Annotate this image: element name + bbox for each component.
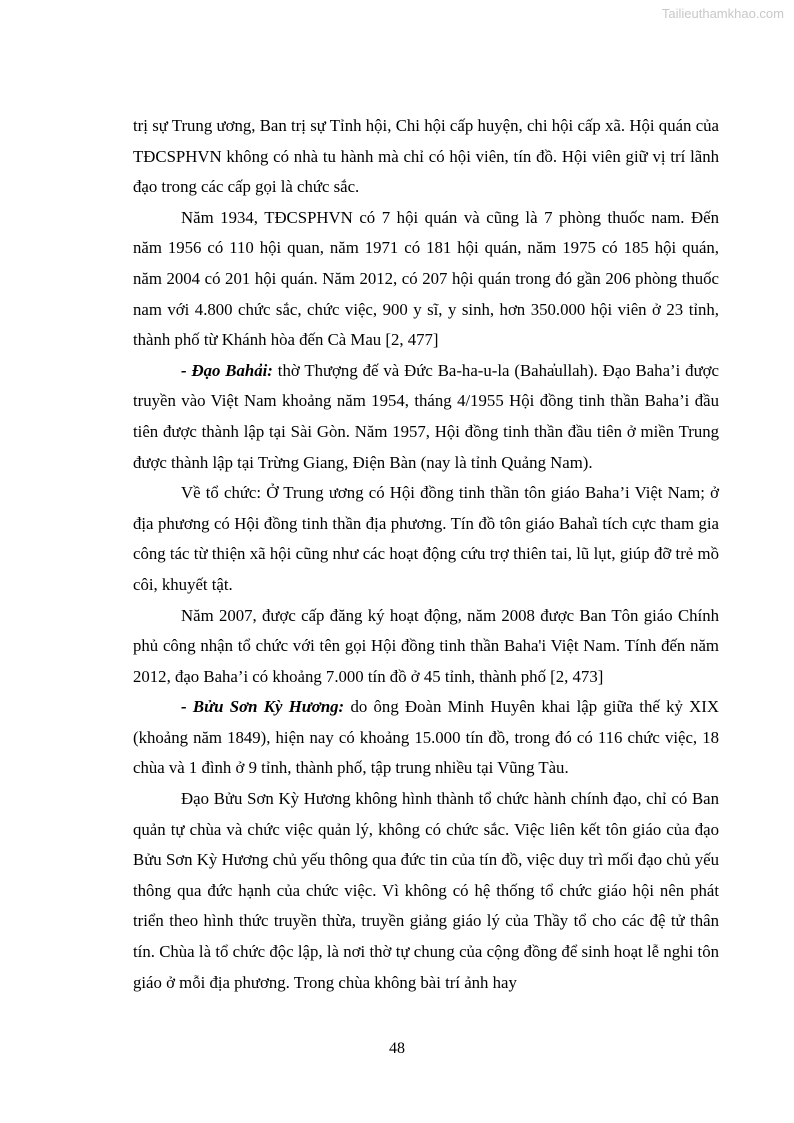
- document-body: [133, 111, 719, 998]
- paragraph-7: Đạo Bửu Sơn Kỳ Hương không hình thành tổ chức hành chính đạo, chỉ có Ban quản tự chùa và chức việc quản lý, không có chức sắc. Việc liên kết tôn giáo của đạo Bửu Sơn Kỳ Hương chủ yếu thông qua đức tin của tín đồ, việc duy trì mối đạo chủ yếu thông qua đức hạnh của chức việc. Vì không có hệ thống tổ chức giáo hội nên phát triển theo hình thức truyền thừa, truyền giảng giáo lý của Thầy tổ cho các đệ tử thân tín. Chùa là tổ chức độc lập, là nơi thờ tự chung của cộng đồng để sinh hoạt lễ nghi tôn giáo ở mỗi địa phương. Trong chùa không bài trí ảnh hay: [133, 789, 719, 992]
- paragraph-1: trị sự Trung ương, Ban trị sự Tỉnh hội, Chi hội cấp huyện, chi hội cấp xã. Hội quán của TĐCSPHVN không có nhà tu hành mà chỉ có hội viên, tín đồ. Hội viên giữ vị trí lãnh đạo trong các cấp gọi là chức sắc.: [133, 116, 719, 197]
- paragraph-2: Năm 1934, TĐCSPHVN có 7 hội quán và cũng là 7 phòng thuốc nam. Đến năm 1956 có 110 hội quan, năm 1971 có 181 hội quán, năm 1975 có 185 hội quán, năm 2004 có 201 hội quán. Năm 2012, có 207 hội quán trong đó gần 206 phòng thuốc nam với 4.800 chức sắc, chức việc, 900 y sĩ, y sinh, hơn 350.000 hội viên ở 23 tỉnh, thành phố từ Khánh hòa đến Cà Mau [2, 477]: [133, 207, 719, 350]
- paragraph-6-text: do ông Đoàn Minh Huyên khai lập giữa thế kỷ XIX (khoảng năm 1849), hiện nay có khoảng 15.000 tín đồ, trong đó có 116 chức việc, 18 chùa và 1 đình ở 9 tỉnh, thành phố, tập trung nhiều tại Vũng Tàu.: [133, 697, 720, 778]
- paragraph-3-text: thờ Thượng đế và Đức Ba-ha-u-la (Baha̓ullah). Đạo Baha’i được truyền vào Việt Nam khoảng năm 1954, tháng 4/1955 Hội đồng tinh thần Baha’i đầu tiên được thành lập tại Sài Gòn. Năm 1957, Hội đồng tinh thần đầu tiên ở miền Trung được thành lập tại Trừng Giang, Điện Bàn (nay là tỉnh Quảng Nam).: [133, 360, 719, 472]
- paragraph-3: [133, 356, 719, 478]
- term-bahai: - Đạo Baha̓i:: [181, 360, 273, 380]
- paragraph-4: Về tổ chức: Ở Trung ương có Hội đồng tinh thần tôn giáo Baha’i Việt Nam; ở địa phương có Hội đồng tinh thần địa phương. Tín đồ tôn giáo Baha̓i tích cực tham gia công tác từ thiện xã hội cũng như các hoạt động cứu trợ thiên tai, lũ lụt, giúp đỡ trẻ mồ côi, khuyết tật.: [133, 483, 719, 594]
- paragraph-6: [133, 692, 719, 784]
- term-buu-son-ky-huong: - Bửu Sơn Kỳ Hương:: [181, 697, 345, 717]
- paragraph-5: Năm 2007, được cấp đăng ký hoạt động, năm 2008 được Ban Tôn giáo Chính phủ công nhận tổ chức với tên gọi Hội đồng tinh thần Baha'i Việt Nam. Tính đến năm 2012, đạo Baha’i có khoảng 7.000 tín đồ ở 45 tỉnh, thành phố [2, 473]: [133, 605, 719, 686]
- watermark: Tailieuthamkhao.com: [661, 6, 784, 21]
- page-number: 48: [389, 1040, 405, 1057]
